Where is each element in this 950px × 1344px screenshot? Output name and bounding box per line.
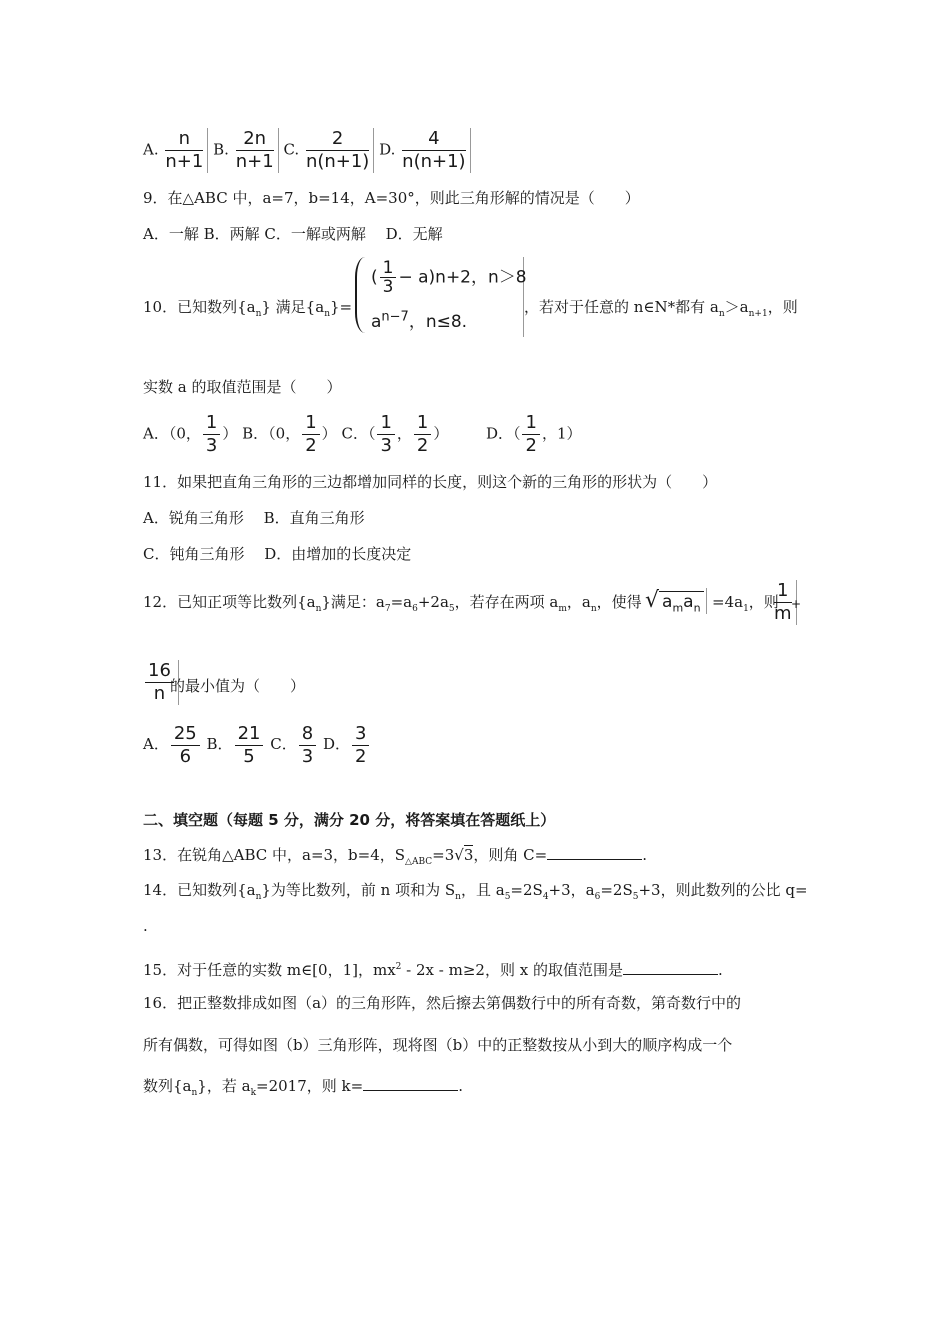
- q11-options-line2: C．钝角三角形 D．由增加的长度决定: [143, 545, 412, 563]
- q12-stem-end: $=4a_1$，则: [712, 593, 779, 614]
- q16-line2: 所有偶数，可得如图（b）三角形阵，现将图（b）中的正整数按从小到大的顺序构成一个: [143, 1036, 733, 1054]
- piecewise-brace: [355, 257, 367, 333]
- q8-option-c-label: C.: [283, 140, 300, 159]
- q16-answer-blank[interactable]: [363, 1076, 458, 1091]
- section2-heading: 二、填空题（每题 5 分，满分 20 分，将答案填在答题纸上）: [143, 811, 556, 829]
- q12-frac1: $\frac{1}{m}$: [772, 580, 797, 625]
- q10-piece2: $a^{n-7}$，n≤8.: [371, 309, 468, 332]
- q9-options: A．一解 B．两解 C．一解或两解 D．无解: [143, 225, 443, 243]
- q12-sqrt-expression: √ $a_ma_n$: [645, 588, 707, 614]
- q8-option-a-label: A.: [143, 140, 159, 159]
- q10-piecewise: [355, 257, 527, 337]
- q15-answer-blank[interactable]: [623, 960, 718, 975]
- q8-options: [143, 128, 471, 173]
- q12-options: A． $\frac{25}{6}$ B． $\frac{21}{5}$ C． $\frac{8}{3}$ D． $\frac{3}{2}$: [143, 722, 371, 766]
- q12-frac2: $\frac{16}{n}$: [143, 660, 179, 705]
- q11-stem: 11．如果把直角三角形的三边都增加同样的长度，则这个新的三角形的形状为（ ）: [143, 473, 718, 491]
- q11-options-line1: A．锐角三角形 B．直角三角形: [143, 509, 365, 527]
- q10-options: A．（0， $\frac{1}{3}$ ） B．（0， $\frac{1}{2}$ ） C．（ $\frac{1}{3}$ ， $\frac{1}{2}$ ） D．（ $\frac{1}{2}$ ，1）: [143, 412, 582, 456]
- q15-stem: 15．对于任意的实数 m∈[0，1]，$mx^2 - 2x - m\ge 2$，则 x 的取值范围是 .: [143, 961, 723, 979]
- q8-option-b-fraction: $\frac{2n}{n+1}$: [234, 128, 279, 173]
- q12-line2: 的最小值为（ ）: [170, 677, 306, 695]
- q13-stem: 13．在锐角△ABC 中，a=3，b=4，$S_{\triangle ABC}=3√3$，则角 C= .: [143, 846, 647, 867]
- q14-line2: .: [143, 917, 148, 935]
- q8-option-d-fraction: $\frac{4}{n(n+1)}$: [400, 128, 470, 173]
- q16-line3: 数列$\{a_n\}$，若 $a_k=2017$，则 k= .: [143, 1077, 463, 1098]
- q8-option-d-label: D.: [379, 140, 396, 159]
- q10-stem: 10．已知数列$\{a_n\}$ 满足$\{a_n\}=$: [143, 298, 353, 319]
- q12-plus: +: [791, 597, 802, 611]
- q8-option-c-fraction: $\frac{2}{n(n+1)}$: [304, 128, 374, 173]
- q10-piece1: ( $\frac{1}{3}$ − a)n+2，n＞8: [371, 258, 527, 297]
- q10-stem-post: ，若对于任意的 n∈N*都有 $a_n>a_{n+1}$，则: [524, 298, 798, 319]
- q8-option-a-fraction: $\frac{n}{n+1}$: [163, 128, 208, 173]
- q12-stem: 12．已知正项等比数列$\{a_n\}$满足：$a_7=a_6+2a_5$，若存在两项 $a_m$，$a_n$，使得: [143, 593, 642, 614]
- q8-option-b-label: B.: [213, 140, 229, 159]
- q13-answer-blank[interactable]: [547, 845, 642, 860]
- q14-stem: 14．已知数列$\{a_n\}$为等比数列，前 n 项和为 $S_n$，且 $a_5=2S_4+3$，$a_6=2S_5+3$，则此数列的公比 q=: [143, 881, 808, 902]
- q10-stem-line2: 实数 a 的取值范围是（ ）: [143, 378, 342, 396]
- q9-stem: 9．在△ABC 中，a=7，b=14，A=30°，则此三角形解的情况是（ ）: [143, 189, 640, 207]
- q16-line1: 16．把正整数排成如图（a）的三角形阵，然后擦去第偶数行中的所有奇数，第奇数行中的: [143, 994, 742, 1012]
